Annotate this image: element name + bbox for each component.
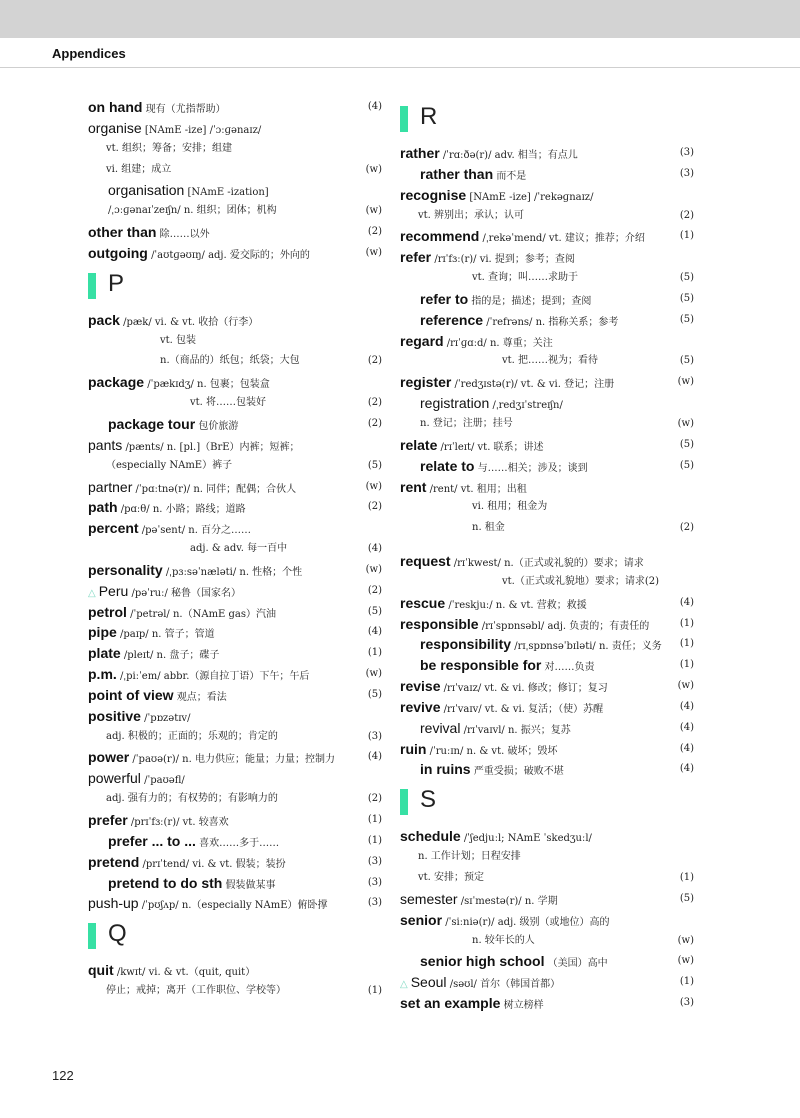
headword: pretend bbox=[88, 853, 140, 870]
definition: /rɪˈspɒnsəbl/ adj. 负责的；有责任的 bbox=[481, 620, 650, 632]
unit-marker: (4) bbox=[367, 626, 382, 638]
definition: 除……以外 bbox=[159, 229, 210, 241]
headword: prefer ... to ... bbox=[108, 832, 196, 849]
headword: power bbox=[88, 749, 130, 766]
glossary-entry bbox=[400, 268, 694, 289]
glossary-entry bbox=[88, 372, 382, 393]
definition: /ˌrekəˈmend/ vt. 建议；推荐；介绍 bbox=[482, 233, 645, 245]
glossary-entry bbox=[88, 201, 382, 222]
unit-marker: (4) bbox=[367, 101, 382, 112]
unit-marker: (5) bbox=[679, 272, 694, 284]
definition: 与……相关；涉及；谈到 bbox=[477, 462, 588, 474]
glossary-entry bbox=[88, 497, 382, 518]
unit-marker: (1) bbox=[367, 834, 382, 846]
headword: prefer bbox=[88, 812, 128, 828]
definition: n. 登记；注册；挂号 bbox=[420, 417, 513, 429]
glossary-entry bbox=[400, 614, 694, 635]
headword: Seoul bbox=[410, 974, 447, 991]
glossary-entry bbox=[88, 810, 382, 831]
unit-marker: (5) bbox=[679, 438, 694, 450]
glossary-entry bbox=[400, 372, 694, 393]
unit-marker: (3) bbox=[367, 876, 382, 888]
headword: responsible bbox=[400, 615, 479, 632]
unit-marker: (w) bbox=[365, 668, 382, 680]
headword: pants bbox=[88, 436, 123, 453]
glossary-entry bbox=[400, 289, 694, 310]
glossary-entry bbox=[400, 847, 694, 868]
glossary-entry bbox=[400, 697, 694, 718]
definition: n. 租金 bbox=[472, 522, 505, 534]
glossary-entry bbox=[400, 143, 694, 164]
glossary-entry bbox=[400, 331, 694, 352]
definition: /ˈredʒɪstə(r)/ vt. & vi. 登记；注册 bbox=[454, 379, 615, 391]
headword: revise bbox=[400, 678, 441, 695]
glossary-column-right bbox=[400, 97, 694, 1014]
glossary-entry bbox=[88, 768, 382, 789]
glossary-entry bbox=[400, 826, 694, 847]
headword: be responsible for bbox=[420, 657, 542, 674]
unit-marker: (3) bbox=[679, 147, 694, 158]
headword: revival bbox=[420, 719, 461, 736]
unit-marker: (5) bbox=[679, 355, 694, 367]
headword: percent bbox=[88, 520, 139, 537]
glossary-entry bbox=[400, 718, 694, 739]
definition: /rɪˈɡɑːd/ n. 尊重；关注 bbox=[446, 337, 553, 349]
glossary-entry bbox=[88, 351, 382, 372]
page-number: 122 bbox=[52, 1068, 74, 1083]
glossary-entry bbox=[88, 310, 382, 331]
glossary-entry bbox=[400, 951, 694, 972]
glossary-entry bbox=[400, 759, 694, 780]
header-rule bbox=[0, 67, 800, 68]
unit-marker: (4) bbox=[679, 700, 694, 712]
unit-marker: (5) bbox=[367, 459, 382, 471]
section-heading bbox=[88, 914, 382, 960]
unit-marker: (3) bbox=[367, 730, 382, 742]
unit-marker: (2) bbox=[367, 501, 382, 513]
glossary-entry bbox=[400, 518, 694, 539]
glossary-entry bbox=[88, 685, 382, 706]
headword: recognise bbox=[400, 186, 467, 203]
unit-marker: (4) bbox=[679, 763, 694, 775]
glossary-entry bbox=[88, 706, 382, 727]
glossary-entry bbox=[400, 456, 694, 477]
definition: /pænts/ n. [pl.]（BrE）内裤；短裤； bbox=[125, 441, 300, 453]
glossary-entry bbox=[88, 602, 382, 623]
definition: adj. 积极的；正面的；乐观的；肯定的 bbox=[106, 730, 278, 742]
glossary-entry bbox=[400, 310, 694, 331]
unit-marker: (4) bbox=[367, 543, 382, 555]
headword: responsibility bbox=[420, 636, 512, 653]
unit-marker: (1) bbox=[679, 872, 694, 883]
definition: /sɪˈmestə(r)/ n. 学期 bbox=[460, 895, 558, 907]
definition: /ˌɔːɡənaɪˈzeɪʃn/ n. 组织；团体；机构 bbox=[108, 205, 277, 217]
section-marker-bar bbox=[400, 106, 408, 132]
unit-marker: (w) bbox=[677, 417, 694, 429]
unit-marker: (1) bbox=[679, 617, 694, 629]
unit-marker: (w) bbox=[677, 680, 694, 692]
unit-marker: (3) bbox=[679, 167, 694, 179]
section-letter: Q bbox=[108, 920, 127, 948]
headword: senior bbox=[400, 911, 443, 928]
glossary-entry bbox=[400, 351, 694, 372]
section-marker-bar bbox=[88, 273, 96, 299]
unit-marker: (1) bbox=[367, 985, 382, 997]
definition: /rɪˈleɪt/ vt. 联系；讲述 bbox=[440, 441, 544, 453]
unit-marker: (2) bbox=[367, 417, 382, 429]
glossary-entry bbox=[88, 831, 382, 852]
unit-marker: (5) bbox=[679, 459, 694, 471]
glossary-entry bbox=[88, 393, 382, 414]
glossary-entry bbox=[400, 206, 694, 227]
unit-marker: (3) bbox=[367, 855, 382, 867]
definition: /paɪp/ n. 管子；管道 bbox=[119, 629, 215, 641]
page-header: Appendices bbox=[52, 46, 126, 61]
definition: /ˈpaʊəfl/ bbox=[144, 775, 185, 787]
definition: vt. 查询；叫……求助于 bbox=[472, 272, 579, 284]
glossary-entry bbox=[88, 118, 382, 139]
definition: （美国）高中 bbox=[547, 958, 608, 970]
glossary-entry bbox=[400, 931, 694, 952]
headword: set an example bbox=[400, 995, 501, 1012]
definition: /ˈaʊtɡəʊɪŋ/ adj. 爱交际的；外向的 bbox=[151, 249, 310, 261]
glossary-entry bbox=[88, 243, 382, 264]
headword: relate bbox=[400, 436, 438, 453]
section-heading bbox=[400, 780, 694, 826]
glossary-entry bbox=[400, 572, 694, 593]
glossary-entry bbox=[400, 972, 694, 993]
headword: regard bbox=[400, 332, 444, 349]
definition: /ˈsiːniə(r)/ adj. 级别（或地位）高的 bbox=[445, 916, 610, 928]
headword: push-up bbox=[88, 895, 139, 912]
headword: request bbox=[400, 553, 451, 570]
definition: n. 工作计划；日程安排 bbox=[418, 851, 521, 863]
headword: register bbox=[400, 374, 452, 391]
unit-marker: (1) bbox=[679, 976, 694, 988]
unit-marker: (2) bbox=[367, 397, 382, 409]
section-heading bbox=[88, 264, 382, 310]
glossary-entry bbox=[400, 655, 694, 676]
definition: adj. & adv. 每一百中 bbox=[190, 543, 288, 555]
definition: vi. 租用；租金为 bbox=[472, 501, 548, 513]
headword: positive bbox=[88, 707, 141, 724]
unit-marker: (5) bbox=[367, 605, 382, 617]
headword: package bbox=[88, 374, 145, 391]
definition: /pæk/ vi. & vt. 收拾（行李） bbox=[123, 316, 259, 328]
section-letter: R bbox=[420, 103, 438, 130]
glossary-entry bbox=[400, 739, 694, 760]
unit-marker: (w) bbox=[365, 163, 382, 175]
definition: n. 较年长的人 bbox=[472, 934, 535, 946]
glossary-entry bbox=[88, 893, 382, 914]
unit-marker: (w) bbox=[365, 480, 382, 492]
unit-marker: (4) bbox=[679, 596, 694, 608]
headword: relate to bbox=[420, 457, 475, 474]
definition: /prɪˈtend/ vi. & vt. 假装；装扮 bbox=[142, 858, 286, 870]
definition: [NAmE -ization] bbox=[187, 187, 269, 199]
glossary-entry bbox=[88, 747, 382, 768]
definition: vi. 组建；成立 bbox=[106, 163, 172, 175]
definition: /prɪˈfɜː(r)/ vt. 较喜欢 bbox=[130, 817, 229, 828]
definition: 对……负责 bbox=[544, 662, 595, 674]
headword: partner bbox=[88, 478, 133, 495]
definition: /ˈpækɪdʒ/ n. 包裹；包装盒 bbox=[147, 379, 270, 391]
definition: /ˈpʊʃʌp/ n.（especially NAmE）俯卧撑 bbox=[141, 900, 328, 912]
definition: 包价旅游 bbox=[198, 420, 239, 432]
definition: vt. 将……包装好 bbox=[190, 397, 267, 409]
definition: 喜欢……多于…… bbox=[199, 837, 280, 849]
unit-marker: (w) bbox=[365, 563, 382, 575]
definition: /rɪˈvaɪz/ vt. & vi. 修改；修订；复习 bbox=[443, 683, 608, 695]
headword: pretend to do sth bbox=[108, 874, 223, 891]
headword: registration bbox=[420, 395, 490, 412]
definition: /rɪˈfɜː(r)/ vi. 提到；参考；查阅 bbox=[434, 254, 575, 266]
definition: [NAmE -ize] /ˈɔːɡənaɪz/ bbox=[144, 124, 262, 136]
glossary-entry bbox=[88, 664, 382, 685]
definition: vt. 包装 bbox=[160, 334, 197, 346]
definition: /rent/ vt. 租用；出租 bbox=[429, 483, 527, 495]
unit-marker: (2) bbox=[367, 226, 382, 238]
glossary-entry bbox=[400, 993, 694, 1014]
definition: 停止；戒掉；离开（工作职位、学校等） bbox=[106, 985, 286, 997]
glossary-entry bbox=[88, 180, 382, 201]
glossary-entry bbox=[400, 435, 694, 456]
definition: /pleɪt/ n. 盘子；碟子 bbox=[123, 650, 220, 662]
glossary-entry bbox=[400, 551, 694, 572]
definition: /ˌpɜːsəˈnæləti/ n. 性格；个性 bbox=[165, 566, 303, 578]
definition: vt. 安排；预定 bbox=[418, 872, 485, 883]
definition: 严重受损；破败不堪 bbox=[473, 766, 564, 778]
unit-marker: (1) bbox=[679, 230, 694, 242]
glossary-entry bbox=[88, 331, 382, 352]
headword: reference bbox=[420, 311, 484, 328]
definition: 现有（尤指帮助） bbox=[145, 104, 226, 115]
unit-marker: (5) bbox=[679, 313, 694, 325]
definition: /ˈreskjuː/ n. & vt. 营救；救援 bbox=[448, 599, 587, 611]
unit-marker: (w) bbox=[677, 934, 694, 946]
unit-marker: (w) bbox=[677, 376, 694, 388]
headword: organisation bbox=[108, 182, 185, 199]
unit-marker: (1) bbox=[367, 647, 382, 659]
glossary-entry bbox=[400, 868, 694, 889]
section-letter: P bbox=[108, 269, 125, 297]
definition: adj. 强有力的；有权势的；有影响力的 bbox=[106, 793, 278, 805]
section-letter: S bbox=[420, 786, 437, 814]
headword: outgoing bbox=[88, 244, 148, 261]
glossary-entry bbox=[88, 456, 382, 477]
headword: ruin bbox=[400, 740, 427, 757]
glossary-entry bbox=[400, 226, 694, 247]
glossary-entry bbox=[88, 852, 382, 873]
headword: personality bbox=[88, 561, 163, 578]
unit-marker: (2) bbox=[367, 793, 382, 805]
headword: rather bbox=[400, 145, 440, 161]
unit-marker: (5) bbox=[679, 292, 694, 304]
section-marker-bar bbox=[88, 923, 96, 949]
unit-marker: (w) bbox=[365, 246, 382, 258]
unit-marker: (2) bbox=[367, 584, 382, 596]
definition: [NAmE -ize] /ˈrekəɡnaɪz/ bbox=[469, 191, 594, 203]
definition: /ˌpiːˈem/ abbr.（源自拉丁语）下午；午后 bbox=[119, 671, 310, 683]
headword: p.m. bbox=[88, 666, 117, 683]
glossary-entry bbox=[88, 981, 382, 1002]
headword: on hand bbox=[88, 99, 143, 115]
definition: /rɪˌspɒnsəˈbɪləti/ n. 责任；义务 bbox=[514, 641, 662, 653]
glossary-entry bbox=[88, 873, 382, 894]
headword: rent bbox=[400, 478, 427, 495]
definition: 树立榜样 bbox=[503, 1000, 544, 1012]
definition: /ˈrɑːðə(r)/ adv. 相当；有点儿 bbox=[442, 150, 578, 161]
glossary-entry bbox=[400, 889, 694, 910]
definition: /ˈpaʊə(r)/ n. 电力供应；能量；力量；控制力 bbox=[132, 754, 335, 766]
headword: petrol bbox=[88, 603, 127, 620]
definition: /pɑːθ/ n. 小路；路线；道路 bbox=[120, 504, 246, 516]
glossary-entry bbox=[88, 960, 382, 981]
glossary-entry bbox=[88, 789, 382, 810]
unit-marker: (1) bbox=[679, 659, 694, 671]
unit-marker: (2) bbox=[679, 522, 694, 534]
definition: 而不是 bbox=[496, 170, 527, 182]
headword: in ruins bbox=[420, 761, 471, 778]
definition: 假装做某事 bbox=[225, 879, 276, 891]
definition: vt. 把……视为；看待 bbox=[502, 355, 599, 367]
glossary-entry bbox=[400, 185, 694, 206]
headword: powerful bbox=[88, 770, 141, 787]
definition: /ˈpɑːtnə(r)/ n. 同伴；配偶；合伙人 bbox=[135, 483, 297, 495]
definition: /rɪˈvaɪv/ vt. & vi. 复活；（使）苏醒 bbox=[443, 703, 604, 715]
headword: organise bbox=[88, 119, 142, 136]
glossary-entry bbox=[400, 477, 694, 498]
glossary-entry bbox=[400, 497, 694, 518]
section-marker-bar bbox=[400, 789, 408, 815]
definition: /pəˈruː/ 秘鲁（国家名） bbox=[131, 587, 242, 599]
glossary-entry bbox=[400, 164, 694, 185]
headword: recommend bbox=[400, 228, 480, 245]
glossary-entry bbox=[88, 539, 382, 560]
glossary-entry bbox=[88, 518, 382, 539]
definition: /pəˈsent/ n. 百分之…… bbox=[141, 525, 252, 537]
glossary-entry bbox=[400, 676, 694, 697]
definition: （especially NAmE）裤子 bbox=[106, 459, 233, 471]
unit-marker: (1) bbox=[679, 638, 694, 650]
section-heading bbox=[400, 97, 694, 143]
definition: /səʊl/ 首尔（韩国首都） bbox=[449, 979, 561, 991]
unit-marker: (w) bbox=[677, 955, 694, 967]
headword: other than bbox=[88, 224, 157, 241]
glossary-entry bbox=[88, 581, 382, 602]
headword: refer bbox=[400, 249, 432, 266]
glossary-entry bbox=[400, 593, 694, 614]
glossary-entry bbox=[88, 477, 382, 498]
glossary-entry bbox=[88, 160, 382, 181]
definition: 观点；看法 bbox=[176, 691, 227, 703]
definition: /ˈrefrəns/ n. 指称关系；参考 bbox=[486, 316, 619, 328]
headword: pipe bbox=[88, 624, 117, 641]
glossary-entry bbox=[400, 393, 694, 414]
definition: /ˌredʒɪˈstreɪʃn/ bbox=[492, 400, 563, 412]
glossary-entry bbox=[88, 435, 382, 456]
unit-marker: (2) bbox=[367, 355, 382, 367]
headword: path bbox=[88, 499, 118, 516]
unit-marker: (4) bbox=[679, 742, 694, 754]
unit-marker: (2) bbox=[679, 209, 694, 221]
unit-marker: (3) bbox=[679, 997, 694, 1009]
headword: senior high school bbox=[420, 953, 545, 970]
headword: package tour bbox=[108, 415, 196, 432]
glossary-entry bbox=[88, 414, 382, 435]
glossary-entry bbox=[400, 634, 694, 655]
spacer bbox=[400, 539, 694, 551]
glossary-entry bbox=[88, 139, 382, 160]
definition: /ˈruːɪn/ n. & vt. 破坏；毁坏 bbox=[429, 745, 558, 757]
headword: pack bbox=[88, 311, 120, 328]
glossary-entry bbox=[88, 622, 382, 643]
definition: /ˈpetrəl/ n.（NAmE gas）汽油 bbox=[130, 608, 277, 620]
unit-marker: (w) bbox=[365, 205, 382, 217]
headword: plate bbox=[88, 645, 121, 662]
glossary-column-left bbox=[88, 97, 382, 1002]
unit-marker: (4) bbox=[367, 751, 382, 763]
headword: revive bbox=[400, 698, 441, 715]
definition: /kwɪt/ vi. & vt.（quit, quit） bbox=[116, 967, 256, 979]
glossary-entry bbox=[88, 222, 382, 243]
headword: Peru bbox=[98, 582, 129, 599]
headword: point of view bbox=[88, 686, 174, 703]
unit-marker: (1) bbox=[367, 814, 382, 825]
glossary-entry bbox=[88, 727, 382, 748]
glossary-entry bbox=[400, 910, 694, 931]
triangle-icon: △ bbox=[400, 979, 408, 991]
definition: vt. 辨别出；承认；认可 bbox=[418, 209, 525, 221]
glossary-entry bbox=[400, 414, 694, 435]
definition: /rɪˈvaɪvl/ n. 振兴；复苏 bbox=[463, 724, 571, 736]
unit-marker: (3) bbox=[367, 897, 382, 909]
headword: refer to bbox=[420, 290, 469, 307]
unit-marker: (5) bbox=[679, 892, 694, 904]
definition: /rɪˈkwest/ n.（正式或礼貌的）要求；请求 bbox=[453, 558, 644, 570]
definition: /ˈpɒzətɪv/ bbox=[144, 712, 191, 724]
headword: rescue bbox=[400, 594, 446, 611]
glossary-entry bbox=[88, 97, 382, 118]
definition: /ˈʃedjuːl; NAmE ˈskedʒuːl/ bbox=[463, 833, 592, 845]
triangle-icon: △ bbox=[88, 587, 96, 599]
definition: n.（商品的）纸包；纸袋；大包 bbox=[160, 355, 300, 367]
headword: rather than bbox=[420, 165, 494, 182]
headword: semester bbox=[400, 890, 458, 907]
definition: 指的是；描述；提到；查阅 bbox=[471, 295, 592, 307]
definition: vt. 组织；筹备；安排；组建 bbox=[106, 142, 233, 154]
headword: schedule bbox=[400, 828, 461, 845]
unit-marker: (4) bbox=[679, 721, 694, 733]
top-banner bbox=[0, 0, 800, 38]
glossary-entry bbox=[88, 643, 382, 664]
glossary-entry bbox=[400, 247, 694, 268]
unit-marker: (5) bbox=[367, 688, 382, 700]
glossary-entry bbox=[88, 560, 382, 581]
definition: vt.（正式或礼貌地）要求；请求(2) bbox=[502, 575, 660, 587]
headword: quit bbox=[88, 962, 114, 979]
